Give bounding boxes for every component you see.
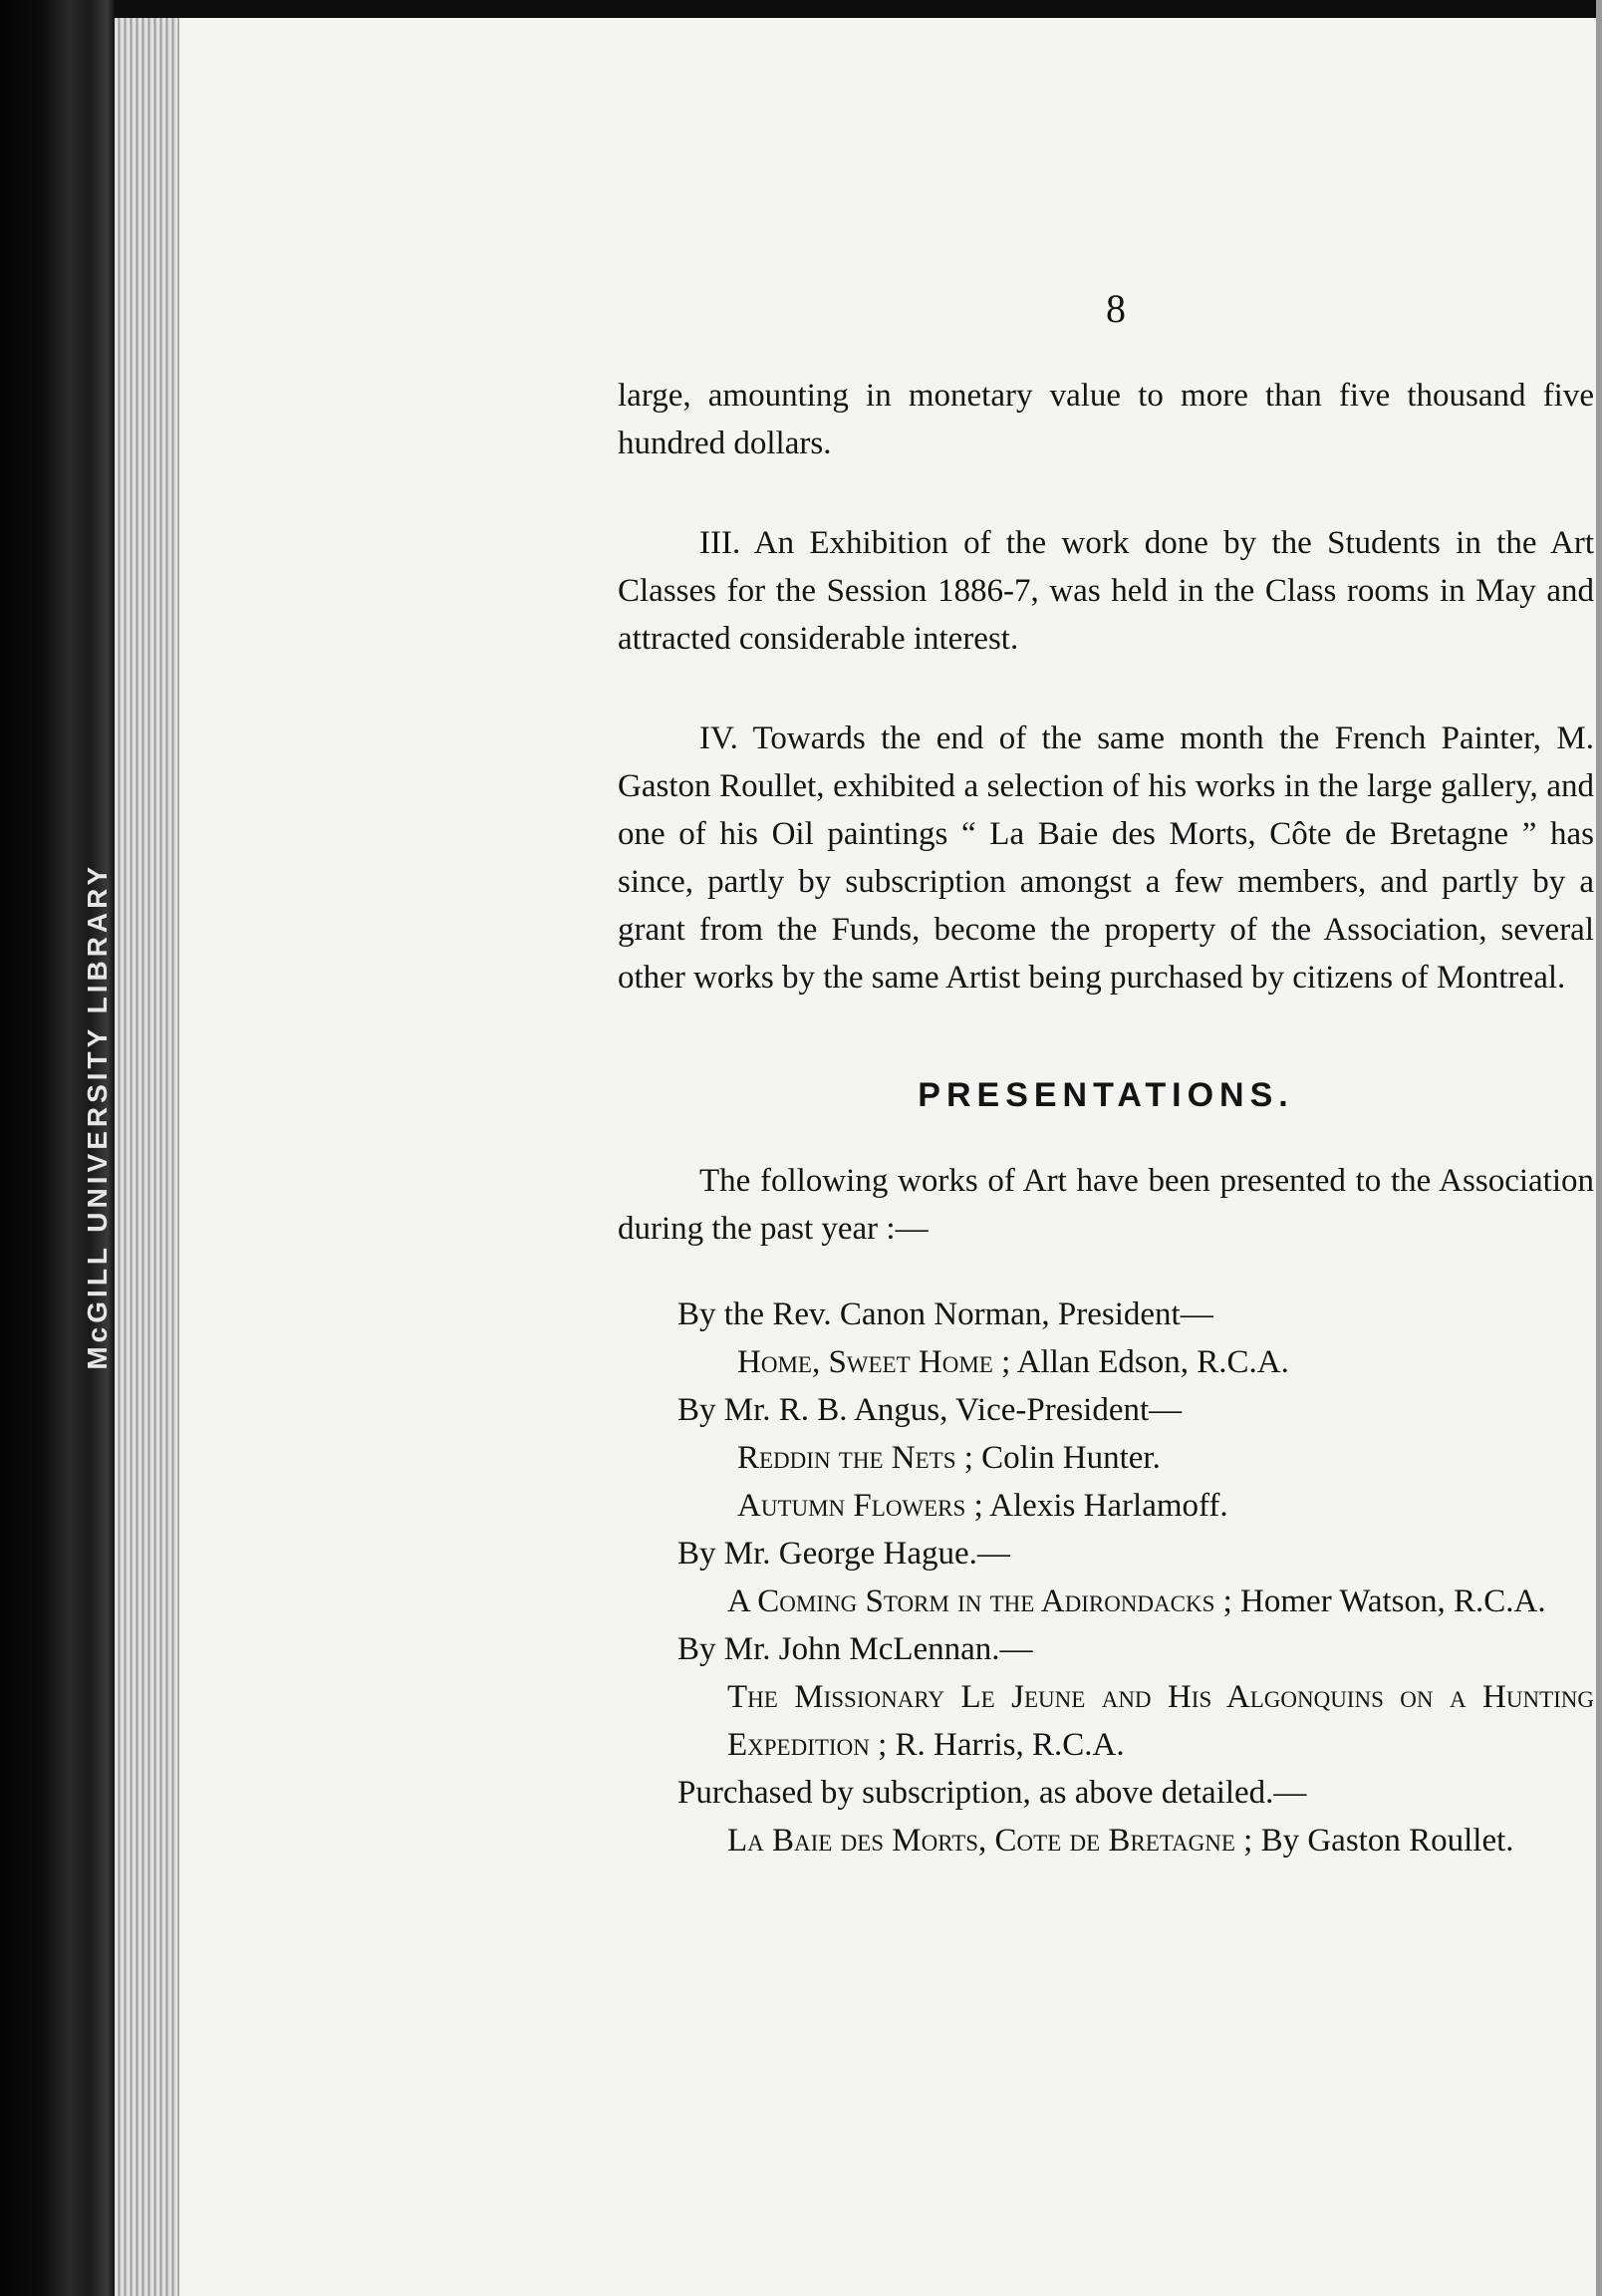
paragraph-iv: IV. Towards the end of the same month the French Painter, M. Gaston Roullet, exhibited a selection of his works in the large gallery, and one of his Oil paintings “ La Baie des Morts, Côte de Bretagne ” has since, partly by subscription amongst a few members, and partly by a grant from the Funds, become the property of the Association, several other works by the same Artist being purchased by citizens of Montreal. (618, 720, 1594, 996)
artwork-entry (618, 1578, 1594, 1625)
page-text (618, 372, 1594, 1865)
donor-line: By Mr. R. B. Angus, Vice-President— (677, 1392, 1183, 1428)
artwork-entry (618, 1434, 1594, 1482)
donor-line: Purchased by subscription, as above detailed.— (677, 1775, 1307, 1811)
artwork-title: Home, Sweet Home (737, 1344, 993, 1380)
artwork-artist: ; Alexis Harlamoff. (973, 1488, 1228, 1524)
artwork-artist: ; Homer Watson, R.C.A. (1222, 1583, 1546, 1619)
artwork-artist: ; By Gaston Roullet. (1243, 1823, 1514, 1859)
artwork-entry (618, 1482, 1594, 1530)
donor-line: By Mr. John McLennan.— (677, 1631, 1033, 1667)
donor-line: By Mr. George Hague.— (677, 1536, 1010, 1572)
artwork-artist: ; Colin Hunter. (963, 1440, 1161, 1476)
section-heading: PRESENTATIONS. (918, 1076, 1294, 1114)
book-page (179, 18, 1596, 2296)
presentations-list (618, 1291, 1594, 1865)
scan-top-edge (0, 0, 1602, 18)
page-edges (115, 18, 179, 2296)
artwork-title: The Missionary Le Jeune and His Algonquins on a Hunting Expedition (727, 1679, 1594, 1763)
presentations-intro: The following works of Art have been presented to the Association during the past year :— (618, 1163, 1594, 1247)
artwork-entry (618, 1817, 1594, 1865)
scan-right-edge (1596, 0, 1602, 2296)
artwork-artist: ; R. Harris, R.C.A. (878, 1727, 1125, 1763)
artwork-title: Autumn Flowers (737, 1488, 966, 1524)
paragraph-iii: III. An Exhibition of the work done by the Students in the Art Classes for the Session 1886-7, was held in the Class rooms in May and attracted considerable interest. (618, 525, 1594, 657)
artwork-entry (618, 1673, 1594, 1769)
book-binding (0, 0, 115, 2296)
artwork-title: Reddin the Nets (737, 1440, 956, 1476)
spine-label-text: McGILL UNIVERSITY LIBRARY (82, 862, 113, 1370)
artwork-title: La Baie des Morts, Cote de Bretagne (727, 1823, 1235, 1859)
page-number: 8 (1106, 286, 1126, 331)
donor-line: By the Rev. Canon Norman, President— (677, 1296, 1213, 1332)
artwork-entry (618, 1338, 1594, 1386)
paragraph-continued: large, amounting in monetary value to more than five thousand five hundred dollars. (618, 378, 1594, 461)
artwork-title: A Coming Storm in the Adirondacks (727, 1583, 1215, 1619)
artwork-artist: ; Allan Edson, R.C.A. (1001, 1344, 1289, 1380)
